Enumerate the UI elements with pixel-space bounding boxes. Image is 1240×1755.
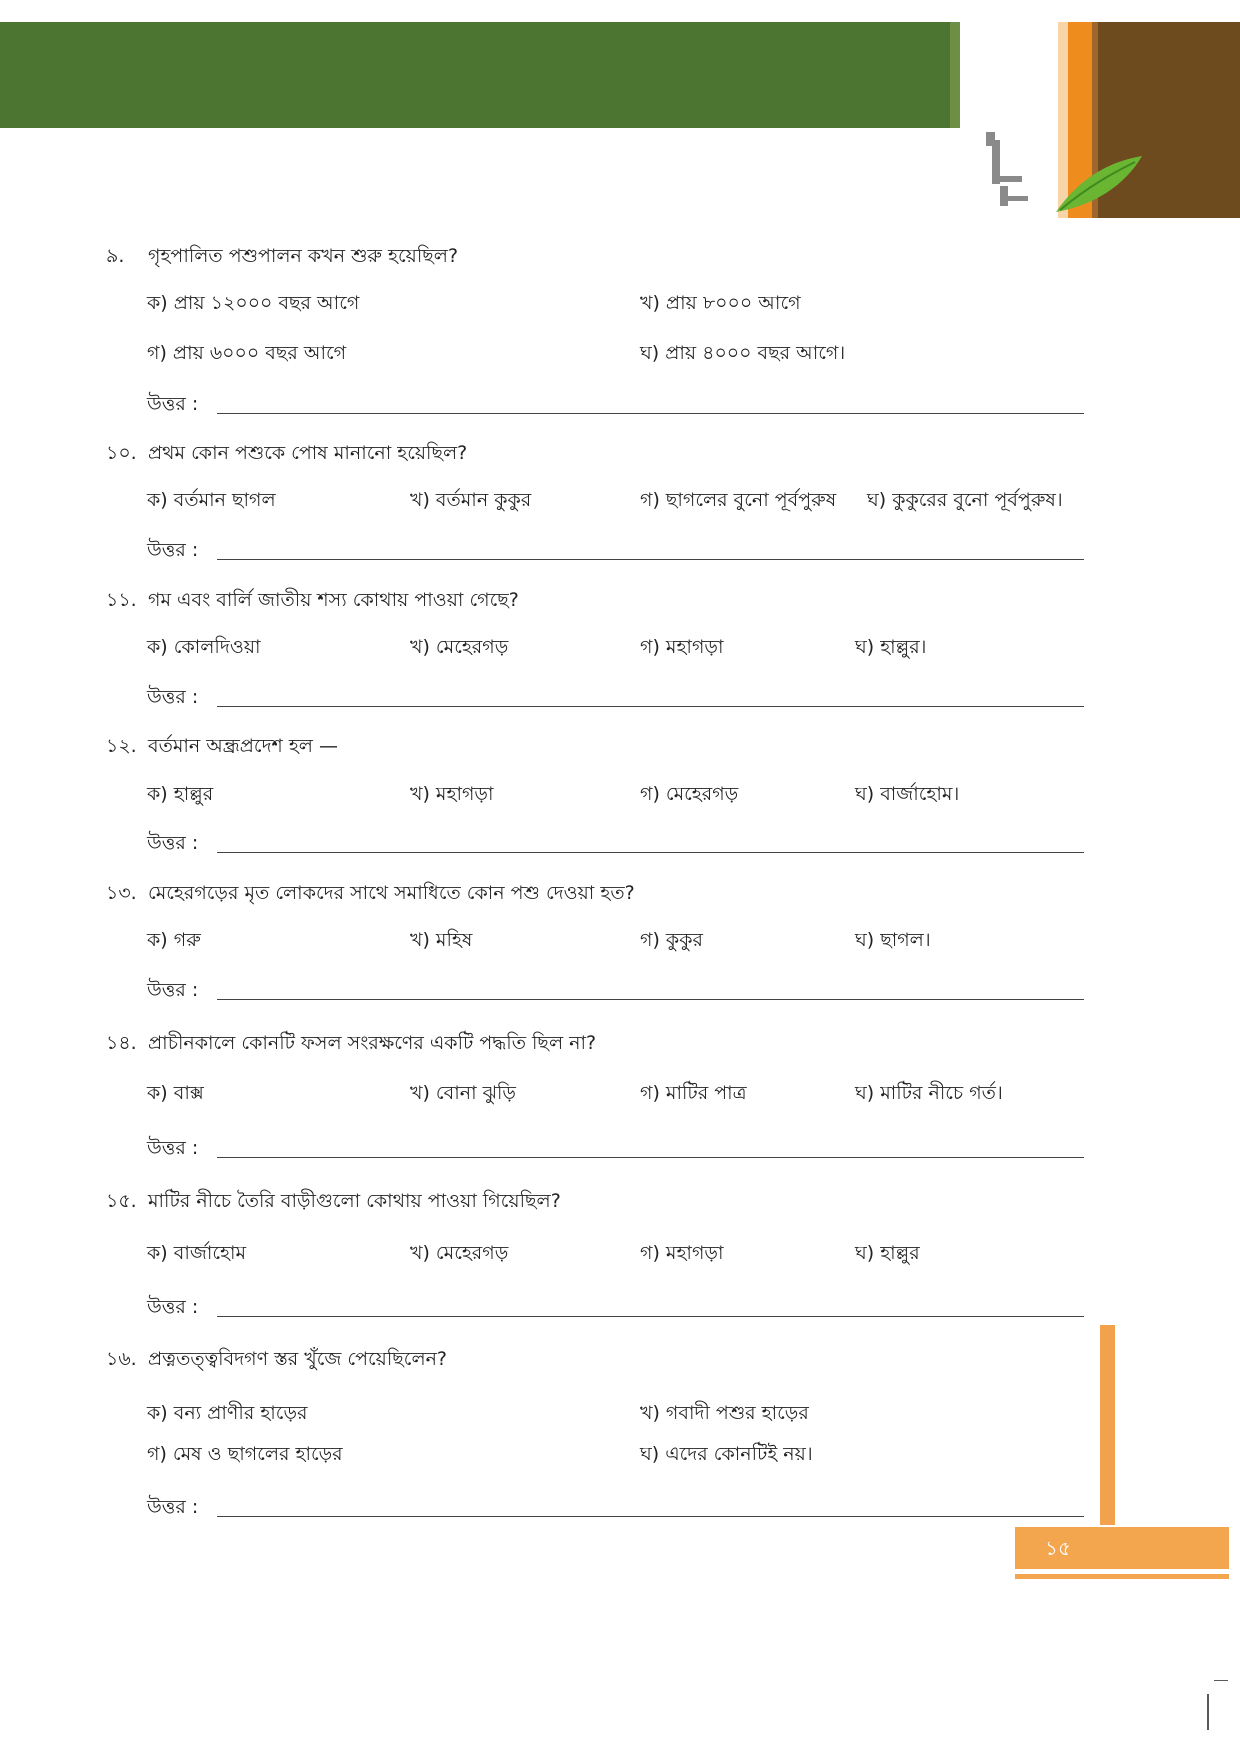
question-number: ১২.: [106, 735, 137, 757]
option-a: ক) গরু: [147, 929, 201, 951]
answer-line[interactable]: [217, 852, 1084, 853]
option-d: ঘ) মাটির নীচে গর্ত।: [855, 1082, 1003, 1104]
option-d: ঘ) এদের কোনটিই নয়।: [640, 1443, 813, 1465]
question-16: [106, 1346, 447, 1372]
option-b: খ) মেহেরগড়: [410, 1242, 509, 1264]
answer-label: উত্তর :: [147, 393, 199, 415]
answer-row[interactable]: [147, 684, 1084, 710]
crop-mark-icon: [1206, 1680, 1228, 1730]
option-b: খ) প্রায় ৮০০০ আগে: [640, 292, 801, 314]
question-13: [106, 880, 635, 906]
question-text: প্রাচীনকালে কোনটি ফসল সংরক্ষণের একটি পদ্ধতি ছিল না?: [148, 1032, 597, 1054]
option-d: ঘ) কুকুরের বুনো পূর্বপুরুষ।: [867, 489, 1063, 511]
option-c: গ) মহাগড়া: [640, 636, 724, 658]
answer-row[interactable]: [147, 830, 1084, 856]
option-a: ক) বাক্স: [147, 1082, 204, 1104]
option-d: ঘ) হাল্লুর।: [855, 636, 927, 658]
option-b: খ) মহিষ: [410, 929, 473, 951]
answer-label: উত্তর :: [147, 832, 199, 854]
answer-line[interactable]: [217, 1516, 1084, 1517]
answer-label: উত্তর :: [147, 539, 199, 561]
option-a: ক) প্রায় ১২০০০ বছর আগে: [147, 292, 360, 314]
option-d: ঘ) বার্জাহোম।: [855, 783, 960, 805]
question-number: ১১.: [106, 589, 137, 611]
option-c: গ) প্রায় ৬০০০ বছর আগে: [147, 342, 347, 364]
answer-line[interactable]: [217, 413, 1084, 414]
question-text: মাটির নীচে তৈরি বাড়ীগুলো কোথায় পাওয়া গিয়েছিল?: [148, 1190, 561, 1212]
option-c: গ) মেহেরগড়: [640, 783, 739, 805]
question-text: প্রত্নতত্ত্ববিদগণ স্তর খুঁজে পেয়েছিলেন?: [148, 1348, 448, 1370]
answer-label: উত্তর :: [147, 979, 199, 1001]
answer-row[interactable]: [147, 391, 1084, 417]
answer-line[interactable]: [217, 706, 1084, 707]
question-10: [106, 440, 467, 466]
question-number: ১৩.: [106, 882, 137, 904]
question-text: বর্তমান অন্ধ্রপ্রদেশ হল —: [148, 735, 339, 757]
question-text: প্রথম কোন পশুকে পোষ মানানো হয়েছিল?: [148, 442, 468, 464]
option-c: গ) ছাগলের বুনো পূর্বপুরুষ: [640, 489, 837, 511]
crane-silhouette-icon: [986, 132, 1028, 206]
option-c: গ) মহাগড়া: [640, 1242, 724, 1264]
answer-line[interactable]: [217, 559, 1084, 560]
question-15: [106, 1188, 561, 1214]
question-number: ১৪.: [106, 1032, 137, 1054]
answer-row[interactable]: [147, 1135, 1084, 1161]
option-d: ঘ) ছাগল।: [855, 929, 931, 951]
option-b: খ) গবাদী পশুর হাড়ের: [640, 1402, 809, 1424]
option-b: খ) মেহেরগড়: [410, 636, 509, 658]
question-number: ৯.: [106, 245, 125, 267]
answer-row[interactable]: [147, 537, 1084, 563]
option-a: ক) কোলদিওয়া: [147, 636, 261, 658]
answer-label: উত্তর :: [147, 1137, 199, 1159]
answer-row[interactable]: [147, 1294, 1084, 1320]
question-14: [106, 1030, 596, 1056]
answer-row[interactable]: [147, 1494, 1084, 1520]
answer-row[interactable]: [147, 977, 1084, 1003]
option-c: গ) কুকুর: [640, 929, 703, 951]
corner-decoration: [960, 0, 1240, 230]
question-number: ১৫.: [106, 1190, 137, 1212]
answer-line[interactable]: [217, 1157, 1084, 1158]
answer-label: উত্তর :: [147, 1296, 199, 1318]
page-number: ১৫: [1015, 1527, 1229, 1569]
answer-label: উত্তর :: [147, 686, 199, 708]
answer-line[interactable]: [217, 1316, 1084, 1317]
question-text: মেহেরগড়ের মৃত লোকদের সাথে সমাধিতে কোন পশু দেওয়া হত?: [148, 882, 635, 904]
option-b: খ) মহাগড়া: [410, 783, 494, 805]
answer-line[interactable]: [217, 999, 1084, 1000]
option-a: ক) বার্জাহোম: [147, 1242, 247, 1264]
option-d: ঘ) হাল্লুর: [855, 1242, 920, 1264]
option-a: ক) হাল্লুর: [147, 783, 214, 805]
option-b: খ) বোনা ঝুড়ি: [410, 1082, 516, 1104]
question-text: গম এবং বার্লি জাতীয় শস্য কোথায় পাওয়া গেছে?: [148, 589, 519, 611]
question-number: ১৬.: [106, 1348, 137, 1370]
side-accent-bar: [1100, 1325, 1115, 1525]
option-a: ক) বর্তমান ছাগল: [147, 489, 276, 511]
question-12: [106, 733, 338, 759]
question-11: [106, 587, 519, 613]
option-b: খ) বর্তমান কুকুর: [410, 489, 532, 511]
page-number-underline: [1015, 1574, 1229, 1579]
option-d: ঘ) প্রায় ৪০০০ বছর আগে।: [640, 342, 846, 364]
option-a: ক) বন্য প্রাণীর হাড়ের: [147, 1402, 308, 1424]
question-text: গৃহপালিত পশুপালন কখন শুরু হয়েছিল?: [148, 245, 459, 267]
answer-label: উত্তর :: [147, 1496, 199, 1518]
question-9: [106, 243, 458, 269]
option-c: গ) মেষ ও ছাগলের হাড়ের: [147, 1443, 343, 1465]
question-number: ১০.: [106, 442, 137, 464]
option-c: গ) মাটির পাত্র: [640, 1082, 747, 1104]
header-band: [0, 22, 960, 128]
